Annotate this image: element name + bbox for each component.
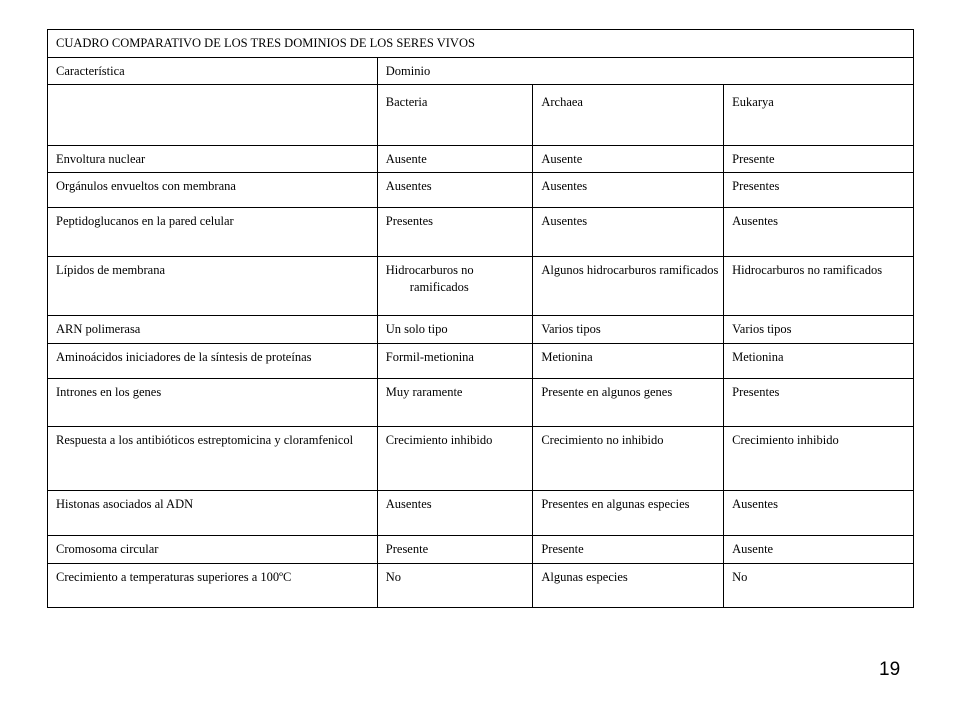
table-row: [48, 536, 914, 564]
table-row: [48, 146, 914, 173]
value-cell-archaea: Presentes en algunas especies: [533, 491, 724, 536]
table-row: [48, 344, 914, 379]
comparison-table: [47, 29, 914, 608]
value-cell-eukarya: Varios tipos: [724, 316, 914, 344]
domains-empty-cell: [48, 85, 378, 146]
table-title: CUADRO COMPARATIVO DE LOS TRES DOMINIOS DE LOS SERES VIVOS: [48, 30, 914, 58]
value-cell-bacteria: Ausente: [377, 146, 533, 173]
value-cell-eukarya: Hidrocarburos no ramificados: [724, 257, 914, 316]
value-cell-eukarya: Metionina: [724, 344, 914, 379]
value-cell-archaea: Metionina: [533, 344, 724, 379]
title-row: [48, 30, 914, 58]
table-body: [48, 146, 914, 608]
feature-cell: Cromosoma circular: [48, 536, 378, 564]
value-cell-bacteria: Presente: [377, 536, 533, 564]
feature-cell: Peptidoglucanos en la pared celular: [48, 208, 378, 257]
header-row: [48, 58, 914, 85]
value-cell-archaea: Varios tipos: [533, 316, 724, 344]
value-cell-eukarya: Presente: [724, 146, 914, 173]
value-cell-archaea: Algunas especies: [533, 564, 724, 608]
value-cell-eukarya: Presentes: [724, 379, 914, 427]
value-cell-bacteria: Crecimiento inhibido: [377, 427, 533, 491]
value-cell-bacteria: Ausentes: [377, 491, 533, 536]
value-cell-bacteria: Hidrocarburos no ramificados: [377, 257, 533, 316]
feature-cell: Respuesta a los antibióticos estreptomicina y cloramfenicol: [48, 427, 378, 491]
table-row: [48, 257, 914, 316]
value-cell-eukarya: No: [724, 564, 914, 608]
value-cell-bacteria: Presentes: [377, 208, 533, 257]
table-row: [48, 491, 914, 536]
value-cell-archaea: Crecimiento no inhibido: [533, 427, 724, 491]
header-domain: Dominio: [377, 58, 913, 85]
table-row: [48, 208, 914, 257]
feature-cell: Lípidos de membrana: [48, 257, 378, 316]
value-cell-archaea: Presente: [533, 536, 724, 564]
value-cell-eukarya: Crecimiento inhibido: [724, 427, 914, 491]
domains-row: [48, 85, 914, 146]
feature-cell: Histonas asociados al ADN: [48, 491, 378, 536]
value-cell-bacteria: Un solo tipo: [377, 316, 533, 344]
value-cell-eukarya: Presentes: [724, 173, 914, 208]
feature-cell: ARN polimerasa: [48, 316, 378, 344]
value-cell-archaea: Ausente: [533, 146, 724, 173]
page-number: 19: [879, 659, 901, 680]
value-cell-archaea: Algunos hidrocarburos ramificados: [533, 257, 724, 316]
value-cell-eukarya: Ausentes: [724, 491, 914, 536]
value-cell-bacteria: Ausentes: [377, 173, 533, 208]
value-cell-archaea: Ausentes: [533, 208, 724, 257]
header-feature: Característica: [48, 58, 378, 85]
table-row: [48, 316, 914, 344]
feature-cell: Orgánulos envueltos con membrana: [48, 173, 378, 208]
value-cell-archaea: Presente en algunos genes: [533, 379, 724, 427]
table-row: [48, 427, 914, 491]
value-cell-bacteria: Formil-metionina: [377, 344, 533, 379]
value-cell-archaea: Ausentes: [533, 173, 724, 208]
value-cell-bacteria: No: [377, 564, 533, 608]
value-cell-eukarya: Ausente: [724, 536, 914, 564]
feature-cell: Crecimiento a temperaturas superiores a 100ºC: [48, 564, 378, 608]
domain-eukarya: Eukarya: [724, 85, 914, 146]
feature-cell: Envoltura nuclear: [48, 146, 378, 173]
table-row: [48, 564, 914, 608]
value-cell-bacteria: Muy raramente: [377, 379, 533, 427]
feature-cell: Intrones en los genes: [48, 379, 378, 427]
table-row: [48, 173, 914, 208]
feature-cell: Aminoácidos iniciadores de la síntesis de proteínas: [48, 344, 378, 379]
domain-archaea: Archaea: [533, 85, 724, 146]
table-row: [48, 379, 914, 427]
domain-bacteria: Bacteria: [377, 85, 533, 146]
value-cell-eukarya: Ausentes: [724, 208, 914, 257]
